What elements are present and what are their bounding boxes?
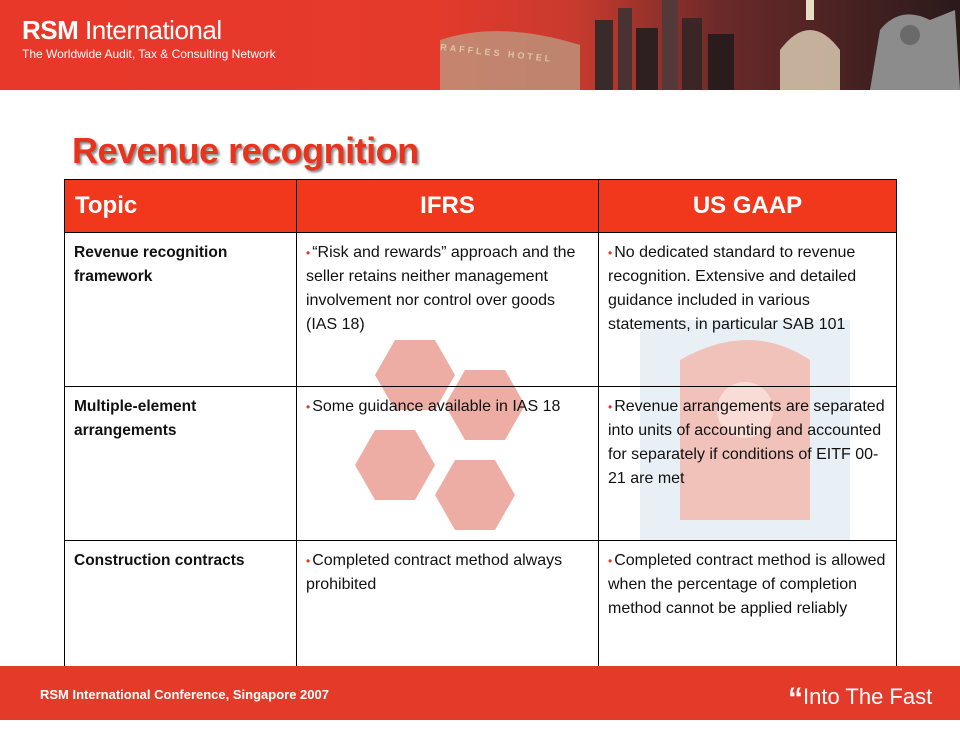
usgaap-text: Completed contract method is allowed when the percentage of completion method cannot be applied reliably [608, 552, 886, 617]
usgaap-cell [599, 387, 897, 541]
footer-bar [0, 666, 960, 749]
header-ifrs: IFRS [297, 180, 599, 233]
brand-tagline: The Worldwide Audit, Tax & Consulting Network [22, 47, 276, 61]
brand-name-rest: International [85, 15, 222, 45]
brand-name-bold: RSM [22, 15, 79, 45]
slogan [788, 678, 960, 749]
slide-title: Revenue recognition [72, 130, 419, 171]
brand-logo [22, 16, 276, 62]
hotel-sign: RAFFLES HOTEL [439, 42, 554, 64]
bullet-icon: • [608, 400, 613, 414]
usgaap-text: Revenue arrangements are separated into units of accounting and accounted for separately if conditions of EITF 00-21 are met [608, 398, 885, 487]
topic-cell: Construction contracts [65, 541, 297, 667]
table-row [65, 233, 897, 387]
open-quote-icon: “ [788, 682, 803, 715]
header-usgaap: US GAAP [599, 180, 897, 233]
ifrs-cell [297, 541, 599, 667]
ifrs-cell [297, 387, 599, 541]
table-row [65, 387, 897, 541]
bullet-icon: • [306, 400, 311, 414]
bullet-icon: • [306, 246, 311, 260]
table-row [65, 541, 897, 667]
close-quote-icon: ” [836, 716, 852, 749]
ifrs-cell [297, 233, 599, 387]
usgaap-text: No dedicated standard to revenue recognition. Extensive and detailed guidance included in various statements, in particular SAB 101 [608, 244, 857, 333]
usgaap-cell [599, 541, 897, 667]
comparison-table [64, 179, 897, 667]
bullet-icon: • [306, 554, 311, 568]
conference-label: RSM International Conference, Singapore 2007 [40, 687, 329, 702]
usgaap-cell [599, 233, 897, 387]
topic-cell: Revenue recognition framework [65, 233, 297, 387]
ifrs-text: “Risk and rewards” approach and the seller retains neither management involvement nor control over goods (IAS 18) [306, 244, 576, 333]
bullet-icon: • [608, 246, 613, 260]
topic-cell: Multiple-element arrangements [65, 387, 297, 541]
header-topic: Topic [65, 180, 297, 233]
brand-name [22, 16, 276, 44]
slogan-text: Into The Fast Lane [788, 684, 933, 743]
ifrs-text: Completed contract method always prohibited [306, 552, 563, 593]
table-header-row [65, 180, 897, 233]
ifrs-text: Some guidance available in IAS 18 [312, 398, 561, 415]
header-banner [0, 0, 960, 90]
bullet-icon: • [608, 554, 613, 568]
